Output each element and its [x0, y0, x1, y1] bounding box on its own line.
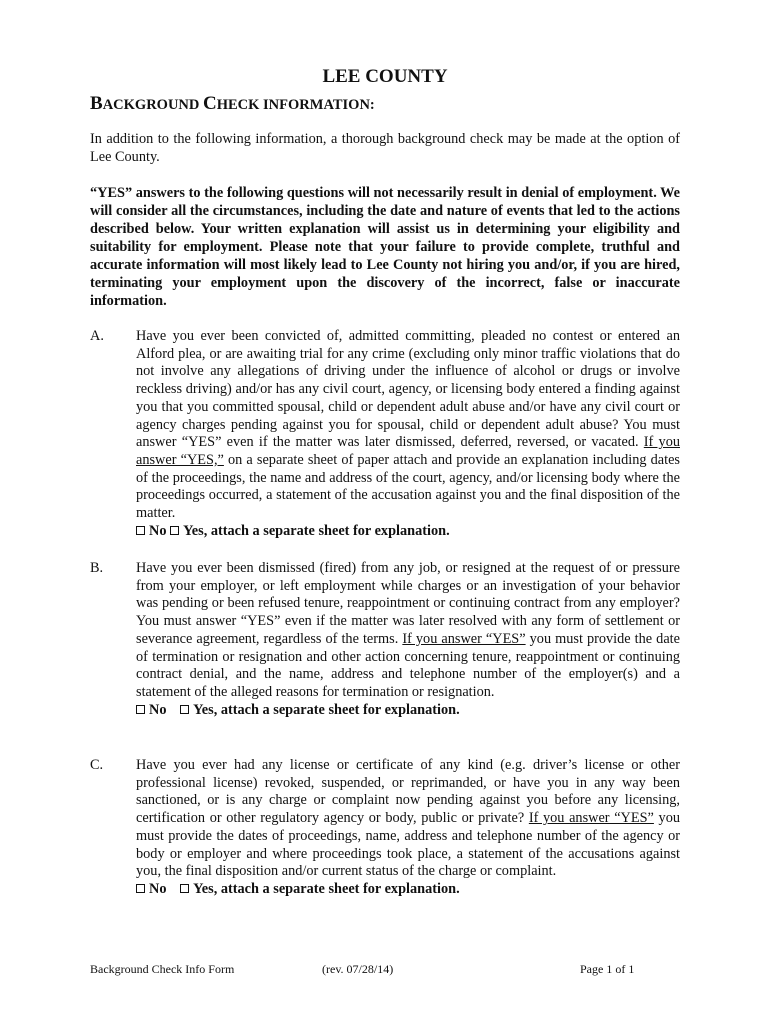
underlined-instruction: If you answer “YES”	[402, 630, 526, 647]
option-yes-label: Yes, attach a separate sheet for explanation.	[193, 880, 460, 897]
heading-initial-b: B	[90, 93, 103, 114]
question-c	[90, 757, 680, 899]
document-title: LEE COUNTY	[322, 66, 448, 87]
option-no-label: No	[149, 522, 167, 539]
section-heading	[90, 93, 375, 115]
question-text: Have you ever had any license or certificate of any kind (e.g. driver’s license or other professional license) revoked, suspended, or reprimanded, or have you in any way been sanctioned, or is any charge or complaint now pending against you before any licensing, certification or other regulatory agency or body, public or private? If you answer “YES” you must provide the dates of proceedings, name, address and telephone number of the agency or body or employer and where proceedings took place, a statement of the accusations against you, the final disposition and/or current status of the charge or complaint.	[136, 757, 680, 880]
footer-form-name: Background Check Info Form	[90, 962, 235, 976]
answer-options	[136, 702, 680, 720]
heading-part-1: ACKGROUND	[102, 97, 203, 113]
option-yes-label: Yes, attach a separate sheet for explanation.	[183, 522, 450, 539]
notice-paragraph: “YES” answers to the following questions will not necessarily result in denial of employment. We will consider all the circumstances, including the date and nature of events that led to the actions described below. Your written explanation will assist us in determining your eligibility and suitability for employment. Please note that your failure to provide complete, truthful and accurate information will most likely lead to Lee County not hiring you and/or, if you are hired, terminating your employment upon the discovery of the incorrect, false or inaccurate information.	[90, 185, 680, 309]
question-letter: A.	[90, 328, 104, 344]
question-text: Have you ever been convicted of, admitted committing, pleaded no contest or entered an Alford plea, or are awaiting trial for any crime (excluding only minor traffic violations that do not involve any allegations of driving under the influence of alcohol or drugs or involve reckless driving) and/or has any civil court, agency, or licensing body entered a finding against you that you committed spousal, child or dependent adult abuse and/or have any civil court or agency charges pending against you for spousal, child or dependent adult abuse? You must answer “YES” even if the matter was later dismissed, deferred, reversed, or vacated. If you answer “YES,” on a separate sheet of paper attach and provide an explanation including dates of the proceedings, the name and address of the court, agency, and/or licensing body where the proceedings occurred, a statement of the accusation against you and the final disposition of the matter.	[136, 328, 680, 522]
intro-paragraph: In addition to the following information, a thorough background check may be made at the option of Lee County.	[90, 131, 680, 165]
checkbox-yes[interactable]	[180, 884, 189, 893]
question-letter: B.	[90, 560, 104, 576]
checkbox-no[interactable]	[136, 705, 145, 714]
option-no-label: No	[149, 880, 167, 897]
checkbox-no[interactable]	[136, 526, 145, 535]
option-yes-label: Yes, attach a separate sheet for explanation.	[193, 701, 460, 718]
answer-options	[136, 881, 680, 899]
option-no-label: No	[149, 701, 167, 718]
checkbox-yes[interactable]	[180, 705, 189, 714]
checkbox-yes[interactable]	[170, 526, 179, 535]
question-letter: C.	[90, 757, 104, 773]
footer-revision: (rev. 07/28/14)	[322, 962, 394, 976]
underlined-instruction: If you answer “YES,”	[136, 434, 680, 468]
question-b	[90, 560, 680, 719]
checkbox-no[interactable]	[136, 884, 145, 893]
heading-part-2: HECK INFORMATION:	[216, 97, 375, 113]
underlined-instruction: If you answer “YES”	[528, 810, 654, 827]
answer-options	[136, 523, 680, 541]
footer-page-number: Page 1 of 1	[580, 962, 635, 976]
question-a	[90, 328, 680, 540]
heading-initial-c: C	[202, 93, 217, 114]
question-text: Have you ever been dismissed (fired) from any job, or resigned at the request of or pressure from your employer, or left employment while charges or an investigation of your behavior was pending or been refused tenure, reappointment or continuing contract from any employer? You must answer “YES” even if the matter was later resolved with any form of settlement or severance agreement, regardless of the terms. If you answer “YES” you must provide the date of termination or resignation and other action concerning tenure, reappointment or continuing contract denial, and the name, address and telephone number of the employer(s) and a statement of the alleged reasons for termination or resignation.	[136, 560, 680, 700]
